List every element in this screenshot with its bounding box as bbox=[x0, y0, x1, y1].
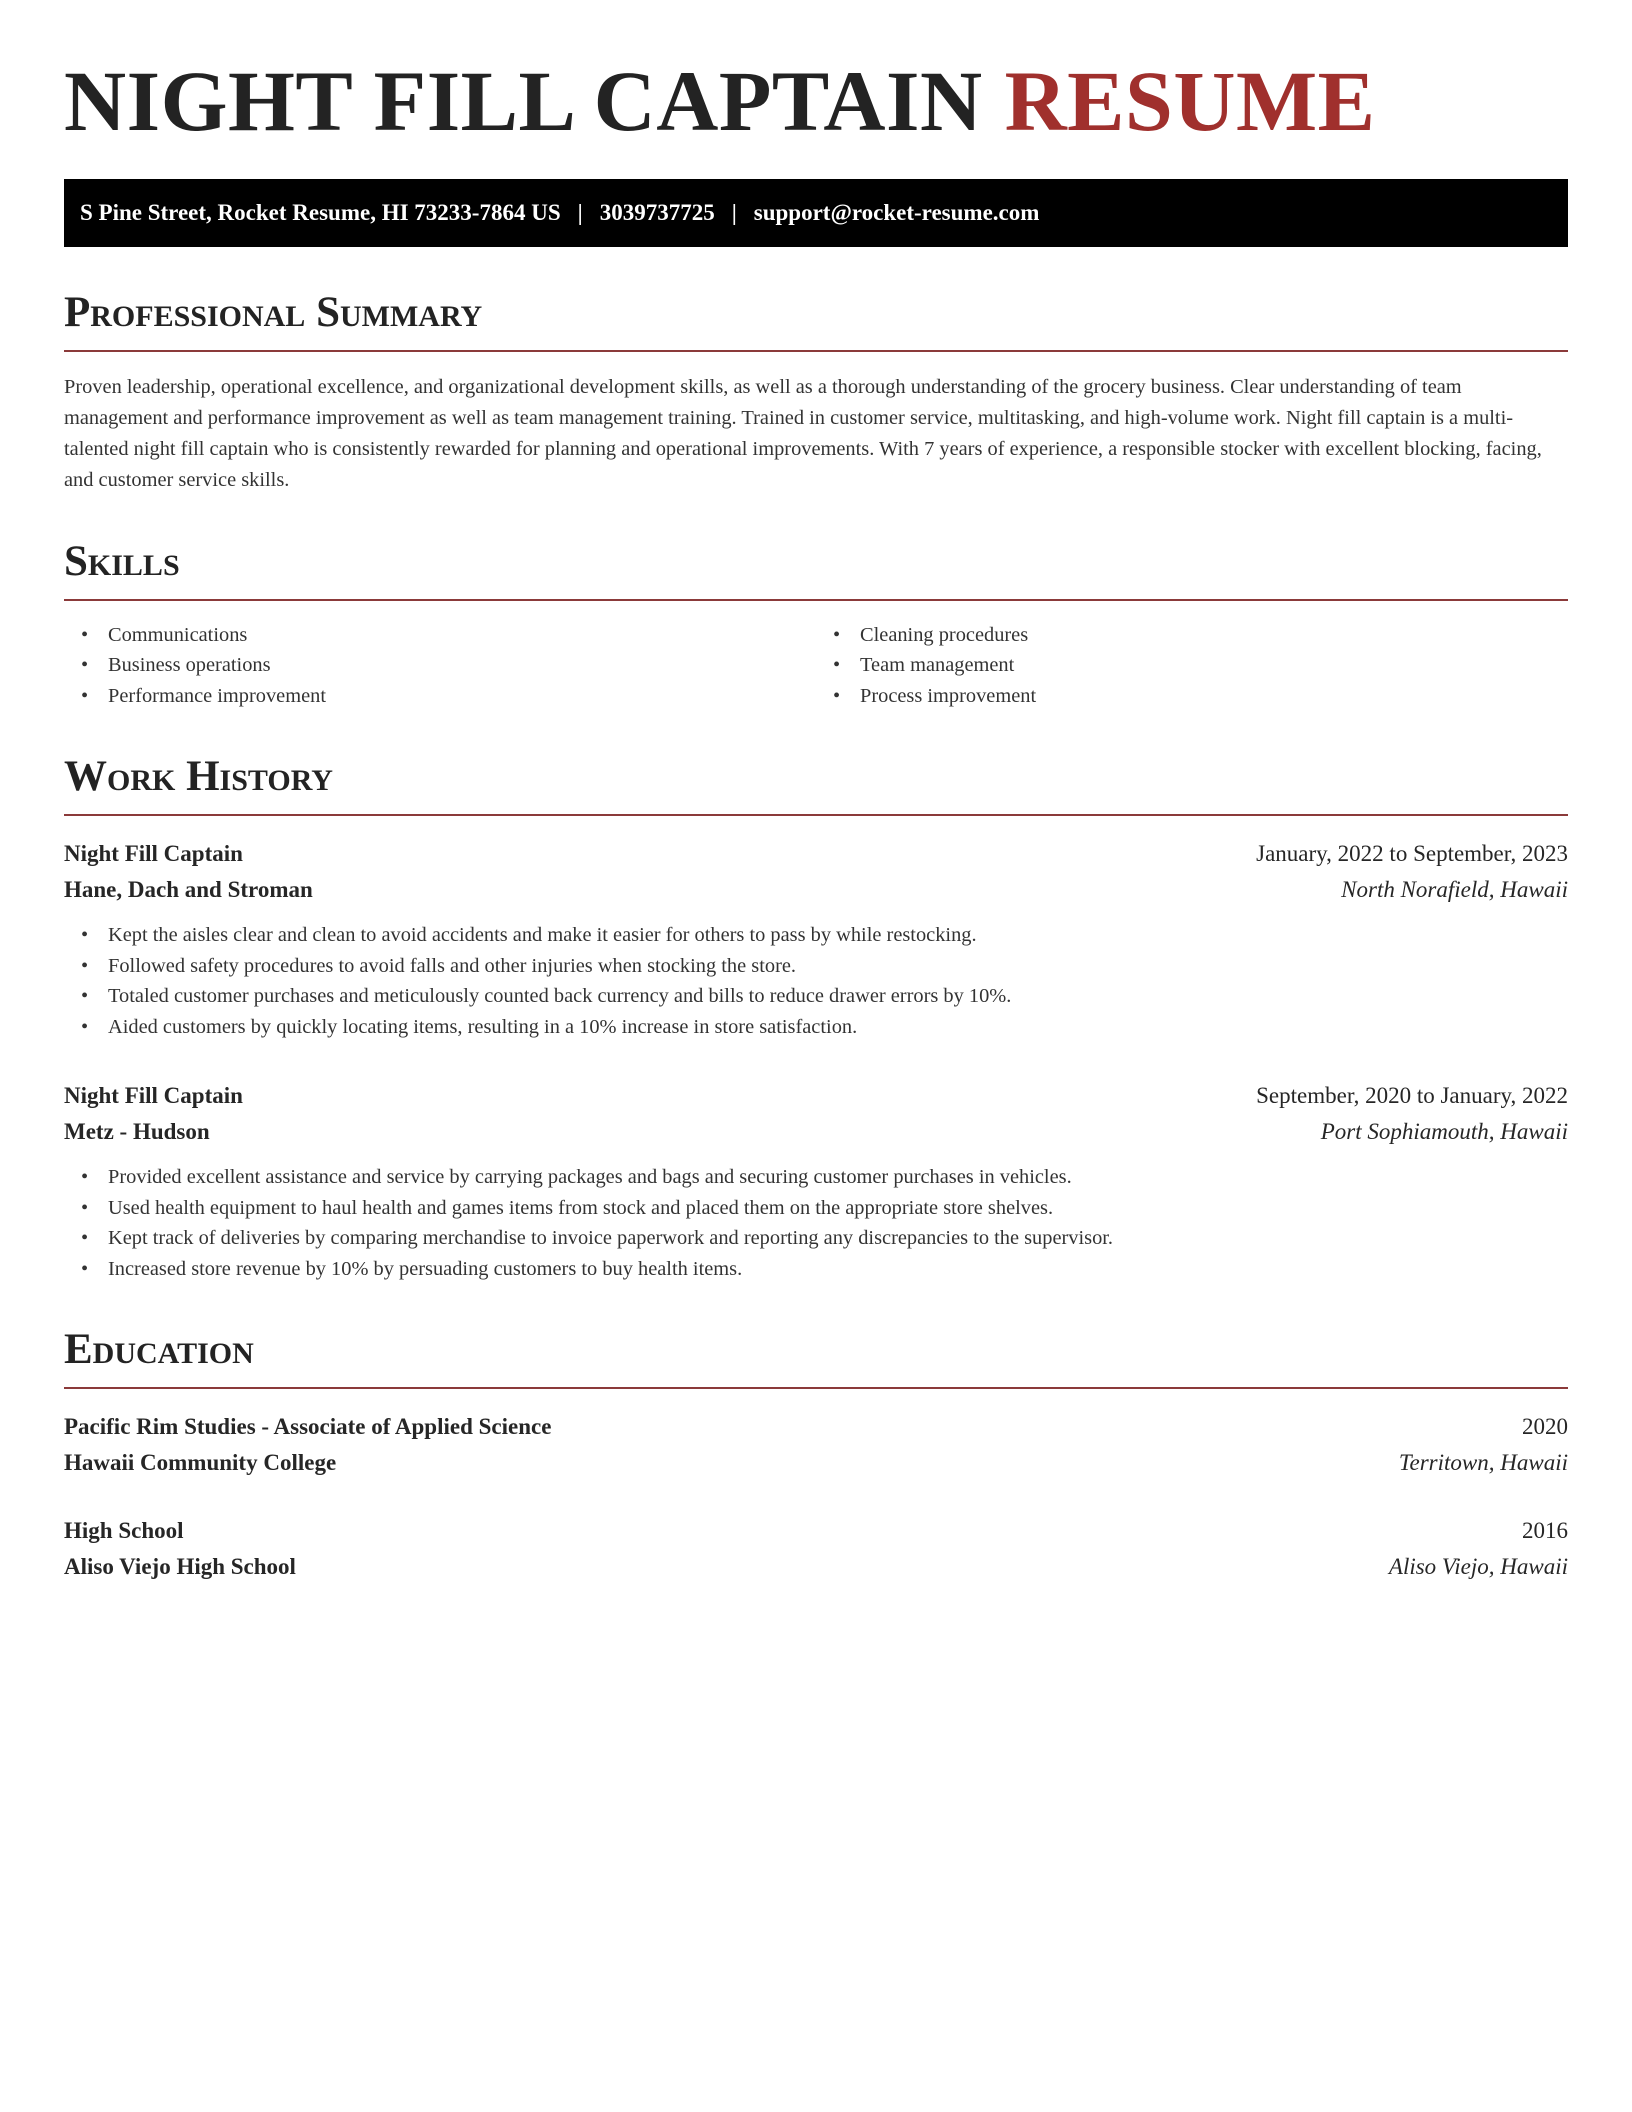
education-header-row bbox=[64, 1513, 1568, 1549]
education-year: 2016 bbox=[1522, 1518, 1568, 1544]
skills-section bbox=[64, 537, 1568, 712]
education-school-row bbox=[64, 1549, 1568, 1585]
contact-email: support@rocket-resume.com bbox=[753, 199, 1040, 225]
summary-text: Proven leadership, operational excellence, and organizational development skills, as well as a thorough understanding of the grocery business. Clear understanding of team management and performance improvement as well as team management training. Trained in customer service, multitasking, and high-volume work. Night fill captain is a multi-talented night fill captain who is consistently rewarded for planning and operational improvements. With 7 years of experience, a responsible stocker with excellent blocking, facing, and customer service skills. bbox=[64, 375, 1542, 491]
education-entry bbox=[64, 1513, 1568, 1585]
summary-heading: Professional Summary bbox=[64, 291, 1568, 352]
skill-item: • Process improvement bbox=[816, 681, 1568, 712]
job-title: Night Fill Captain bbox=[64, 841, 243, 867]
job-bullet: • Increased store revenue by 10% by persuading customers to buy health items. bbox=[64, 1254, 1568, 1285]
job-company-row bbox=[64, 1114, 1568, 1150]
resume-title bbox=[64, 54, 1568, 149]
job-bullet: • Kept track of deliveries by comparing merchandise to invoice paperwork and reporting any discrepancies to the supervisor. bbox=[64, 1223, 1568, 1254]
contact-separator: | bbox=[577, 199, 583, 225]
job-location: North Norafield, Hawaii bbox=[1341, 877, 1568, 903]
skill-item: • Business operations bbox=[64, 650, 816, 681]
education-school: Aliso Viejo High School bbox=[64, 1554, 296, 1580]
job-location: Port Sophiamouth, Hawaii bbox=[1320, 1119, 1568, 1145]
skills-list-left bbox=[64, 620, 816, 712]
education-degree: Pacific Rim Studies - Associate of Applied Science bbox=[64, 1414, 552, 1440]
education-school: Hawaii Community College bbox=[64, 1450, 337, 1476]
skill-item: • Performance improvement bbox=[64, 681, 816, 712]
job-company: Metz - Hudson bbox=[64, 1119, 210, 1145]
skill-item: • Cleaning procedures bbox=[816, 620, 1568, 651]
education-year: 2020 bbox=[1522, 1414, 1568, 1440]
work-history-heading: Work History bbox=[64, 755, 1568, 816]
education-header-row bbox=[64, 1409, 1568, 1445]
job-bullet: • Aided customers by quickly locating items, resulting in a 10% increase in store satisfaction. bbox=[64, 1012, 1568, 1043]
job-entry bbox=[64, 836, 1568, 1042]
job-bullet: • Totaled customer purchases and meticulously counted back currency and bills to reduce drawer errors by 10%. bbox=[64, 981, 1568, 1012]
job-title: Night Fill Captain bbox=[64, 1083, 243, 1109]
skills-list-right bbox=[816, 620, 1568, 712]
title-accent: RESUME bbox=[1004, 53, 1376, 149]
job-dates: September, 2020 to January, 2022 bbox=[1256, 1083, 1568, 1109]
job-dates: January, 2022 to September, 2023 bbox=[1256, 841, 1568, 867]
job-header-row bbox=[64, 1078, 1568, 1114]
skill-item: • Communications bbox=[64, 620, 816, 651]
work-history-section bbox=[64, 755, 1568, 1284]
education-location: Aliso Viejo, Hawaii bbox=[1388, 1554, 1568, 1580]
education-school-row bbox=[64, 1445, 1568, 1481]
job-bullets bbox=[64, 920, 1568, 1042]
job-bullet: • Followed safety procedures to avoid falls and other injuries when stocking the store. bbox=[64, 951, 1568, 982]
job-bullet: • Provided excellent assistance and service by carrying packages and bags and securing customer purchases in vehicles. bbox=[64, 1162, 1568, 1193]
job-company-row bbox=[64, 872, 1568, 908]
contact-bar bbox=[64, 179, 1568, 247]
job-entry bbox=[64, 1078, 1568, 1284]
job-bullets bbox=[64, 1162, 1568, 1284]
skills-grid bbox=[64, 620, 1568, 712]
summary-section bbox=[64, 288, 1568, 496]
education-section bbox=[64, 1328, 1568, 1585]
education-degree: High School bbox=[64, 1518, 184, 1544]
contact-address: S Pine Street, Rocket Resume, HI 73233-7864 US bbox=[80, 199, 561, 225]
job-bullet: • Kept the aisles clear and clean to avoid accidents and make it easier for others to pass by while restocking. bbox=[64, 920, 1568, 951]
education-entry bbox=[64, 1409, 1568, 1481]
skill-item: • Team management bbox=[816, 650, 1568, 681]
title-main: NIGHT FILL CAPTAIN bbox=[64, 53, 983, 149]
job-bullet: • Used health equipment to haul health and games items from stock and placed them on the appropriate store shelves. bbox=[64, 1193, 1568, 1224]
skills-heading: Skills bbox=[64, 540, 1568, 601]
contact-separator: | bbox=[731, 199, 737, 225]
job-company: Hane, Dach and Stroman bbox=[64, 877, 313, 903]
job-header-row bbox=[64, 836, 1568, 872]
contact-phone: 3039737725 bbox=[599, 199, 715, 225]
education-location: Territown, Hawaii bbox=[1398, 1450, 1568, 1476]
education-heading: Education bbox=[64, 1328, 1568, 1389]
